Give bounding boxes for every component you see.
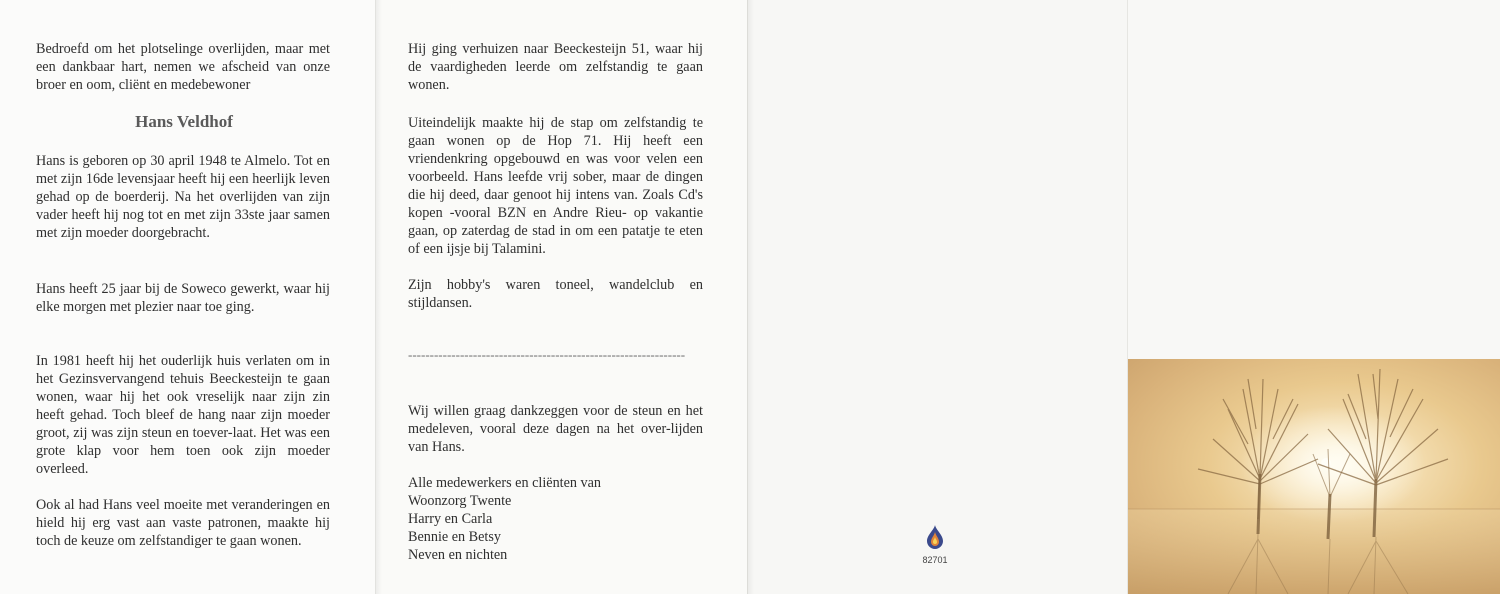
signatory: Bennie en Betsy — [408, 529, 501, 545]
card-panel-left — [0, 0, 376, 594]
bio-paragraph-1: Hans is geboren op 30 april 1948 te Almelo. Tot en met zijn 16de levensjaar heeft hij een heerlijk leven gehad op de boerderij. Na het overlijden van zijn vader heeft hij nog tot en met zijn 33ste jaar samen met zijn moeder doorgebracht. — [36, 153, 330, 241]
signatory: Neven en nichten — [408, 547, 508, 563]
bio-paragraph-4: Ook al had Hans veel moeite met veranderingen en hield hij erg vast aan vaste patronen, maakte hij toch de keuze om zelfstandiger te gaan wonen. — [36, 497, 330, 549]
fold-shadow — [748, 0, 754, 594]
fold-shadow — [376, 0, 382, 594]
deceased-name: Hans Veldhof — [135, 112, 233, 131]
card-panel-back — [748, 0, 1128, 594]
intro-text: Bedroefd om het plotselinge overlijden, maar met een dankbaar hart, nemen we afscheid van onze broer en oom, cliënt en medebewoner — [36, 41, 330, 93]
signatories-list — [408, 474, 601, 564]
signatory: Alle medewerkers en cliënten van — [408, 475, 602, 491]
bio-paragraph-2: Hans heeft 25 jaar bij de Soweco gewerkt, waar hij elke morgen met plezier naar toe ging. — [36, 281, 330, 315]
thanks-paragraph: Wij willen graag dankzeggen voor de steun en het medeleven, vooral deze dagen na het over-lijden van Hans. — [408, 403, 703, 455]
bio-paragraph-3: In 1981 heeft hij het ouderlijk huis verlaten om in het Gezinsvervangend tehuis Beeckesteijn te gaan wonen, waar hij het ook vreselijk naar zijn zin heeft gehad. Toch bleef de hang naar zijn moeder groot, zij was zijn steun en toever-laat. Het was een grote klap voor hem toen ook zijn moeder overleed. — [36, 353, 330, 477]
divider-line: ---------------------------------------------------------------- — [408, 347, 686, 362]
signatory: Harry en Carla — [408, 511, 493, 527]
hobbies-paragraph: Zijn hobby's waren toneel, wandelclub en stijldansen. — [408, 277, 703, 311]
product-code: 82701 — [922, 555, 948, 565]
sunrise-willow-trees-photo — [1128, 359, 1500, 594]
drop-flame-icon — [920, 524, 950, 555]
signatory: Woonzorg Twente — [408, 493, 512, 509]
bio-paragraph-5: Hij ging verhuizen naar Beeckesteijn 51, waar hij de vaardigheden leerde om zelfstandig te gaan wonen. — [408, 41, 703, 93]
card-panel-middle — [376, 0, 748, 594]
card-panel-front — [1128, 0, 1500, 594]
bio-paragraph-6: Uiteindelijk maakte hij de stap om zelfstandig te gaan wonen op de Hop 71. Hij heeft een vriendenkring opgebouwd en was voor velen een voorbeeld. Hans leefde vrij sober, maar de dingen die hij deed, daar genoot hij intens van. Zoals Cd's kopen -vooral BZN en Andre Rieu- op vakantie gaan, op zaterdag de stad in om een patatje te eten of een ijsje bij Talamini. — [408, 115, 703, 257]
